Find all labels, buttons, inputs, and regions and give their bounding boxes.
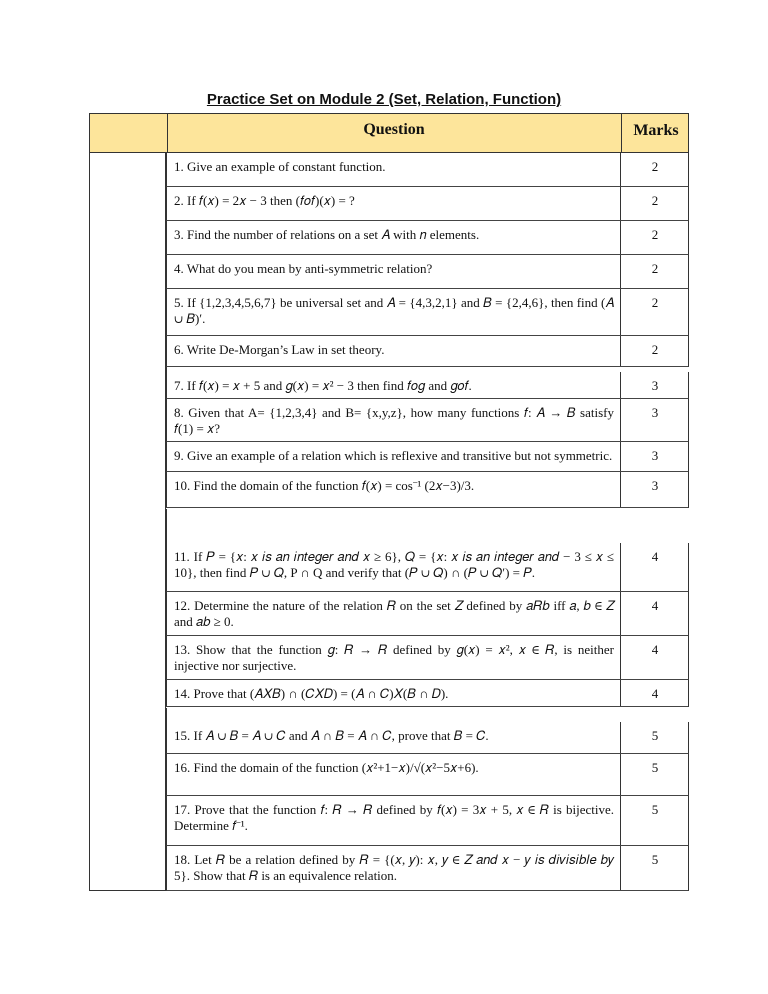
table-row [166, 846, 689, 891]
header-marks: Marks [621, 114, 690, 152]
table-row [166, 636, 689, 680]
marks-cell: 3 [620, 472, 689, 507]
table-row [166, 472, 689, 508]
table-row [166, 754, 689, 796]
question-text: 9. Give an example of a relation which is reflexive and transitive but not symmetric. [174, 448, 613, 463]
table-row [166, 372, 689, 399]
question-text: 13. Show that the function 𝑔: 𝑅 → 𝑅 defined by 𝑔(𝑥) = 𝑥², 𝑥 ∈ 𝑅, is neither injective nor surjective. [174, 642, 614, 673]
table-row [166, 442, 689, 472]
table-row [166, 153, 689, 187]
marks-cell: 4 [620, 543, 689, 591]
table-row [166, 399, 689, 442]
question-text: 18. Let 𝑅 be a relation defined by 𝑅 = {(𝑥, 𝑦): 𝑥, 𝑦 ∈ 𝑍 𝑎𝑛𝑑 𝑥 − 𝑦 𝑖𝑠 𝑑𝑖𝑣𝑖𝑠𝑖𝑏𝑙𝑒 𝑏𝑦 5}. Show that 𝑅 is an equivalence relation. [174, 852, 614, 883]
question-text: 16. Find the domain of the function (𝑥²+1−𝑥)/√(𝑥²−5𝑥+6). [174, 760, 479, 775]
marks-cell: 5 [620, 754, 689, 795]
question-text: 3. Find the number of relations on a set 𝐴 with 𝑛 elements. [174, 227, 480, 242]
marks-cell: 5 [620, 796, 689, 845]
question-text: 2. If 𝑓(𝑥) = 2𝑥 − 3 then (𝑓𝑜𝑓)(𝑥) = ? [174, 193, 355, 208]
document-title: Practice Set on Module 2 (Set, Relation, Function) [206, 91, 562, 108]
question-text: 8. Given that A= {1,2,3,4} and B= {x,y,z}, how many functions 𝑓: 𝐴 → 𝐵 satisfy 𝑓(1) = 𝑥? [174, 405, 614, 436]
marks-cell: 2 [620, 255, 689, 288]
question-text: 15. If 𝐴 ∪ 𝐵 = 𝐴 ∪ 𝐶 and 𝐴 ∩ 𝐵 = 𝐴 ∩ 𝐶, prove that 𝐵 = 𝐶. [174, 728, 489, 743]
question-text: 4. What do you mean by anti-symmetric relation? [174, 261, 433, 276]
question-text: 14. Prove that (𝐴𝑋𝐵) ∩ (𝐶𝑋𝐷) = (𝐴 ∩ 𝐶)𝑋(𝐵 ∩ 𝐷). [174, 686, 449, 701]
table-row [166, 592, 689, 636]
marks-cell: 5 [620, 846, 689, 890]
marks-cell: 2 [620, 187, 689, 220]
question-text: 17. Prove that the function 𝑓: 𝑅 → 𝑅 defined by 𝑓(𝑥) = 3𝑥 + 5, 𝑥 ∈ 𝑅 is bijective. Determine 𝑓⁻¹. [174, 802, 614, 833]
question-text: 12. Determine the nature of the relation 𝑅 on the set 𝑍 defined by 𝑎𝑅𝑏 iff 𝑎, 𝑏 ∈ 𝑍 and 𝑎𝑏 ≥ 0. [174, 598, 614, 629]
question-text: 5. If {1,2,3,4,5,6,7} be universal set and 𝐴 = {4,3,2,1} and 𝐵 = {2,4,6}, then find (𝐴 ∪ 𝐵)′. [174, 295, 614, 326]
marks-cell: 3 [620, 372, 689, 398]
table-row [166, 221, 689, 255]
column-divider [166, 367, 167, 372]
header-question: Question [363, 121, 425, 138]
marks-cell: 2 [620, 153, 689, 186]
marks-cell: 5 [620, 722, 689, 753]
table-row [166, 289, 689, 336]
question-text: 11. If 𝑃 = {𝑥: 𝑥 𝑖𝑠 𝑎𝑛 𝑖𝑛𝑡𝑒𝑔𝑒𝑟 𝑎𝑛𝑑 𝑥 ≥ 6}, 𝑄 = {𝑥: 𝑥 𝑖𝑠 𝑎𝑛 𝑖𝑛𝑡𝑒𝑔𝑒𝑟 𝑎𝑛𝑑 − 3 ≤ 𝑥 ≤ 10}, then find 𝑃 ∪ 𝑄, P ∩ Q and verify that (𝑃 ∪ 𝑄) ∩ (𝑃 ∪ 𝑄′) = 𝑃. [174, 549, 614, 580]
table-row [166, 543, 689, 592]
table-row [166, 796, 689, 846]
table-row [166, 336, 689, 367]
marks-cell: 4 [620, 636, 689, 679]
table-row [166, 255, 689, 289]
question-text: 6. Write De-Morgan’s Law in set theory. [174, 342, 385, 357]
marks-cell: 3 [620, 399, 689, 441]
table-row [166, 680, 689, 707]
marks-cell: 4 [620, 680, 689, 706]
question-text: 1. Give an example of constant function. [174, 159, 386, 174]
table-row [166, 187, 689, 221]
table-row [166, 722, 689, 754]
question-text: 7. If 𝑓(𝑥) = 𝑥 + 5 and 𝑔(𝑥) = 𝑥² − 3 then find 𝑓𝑜𝑔 and 𝑔𝑜𝑓. [174, 378, 472, 393]
left-blank-column [89, 113, 166, 891]
column-divider [166, 509, 167, 543]
marks-cell: 2 [620, 289, 689, 335]
marks-cell: 4 [620, 592, 689, 635]
header-blank-cell [90, 114, 168, 152]
marks-cell: 2 [620, 336, 689, 366]
question-text: 10. Find the domain of the function 𝑓(𝑥) = cos⁻¹ (2𝑥−3)/3. [174, 478, 475, 493]
marks-cell: 3 [620, 442, 689, 471]
table-header [89, 113, 689, 153]
marks-cell: 2 [620, 221, 689, 254]
column-divider [166, 708, 167, 722]
